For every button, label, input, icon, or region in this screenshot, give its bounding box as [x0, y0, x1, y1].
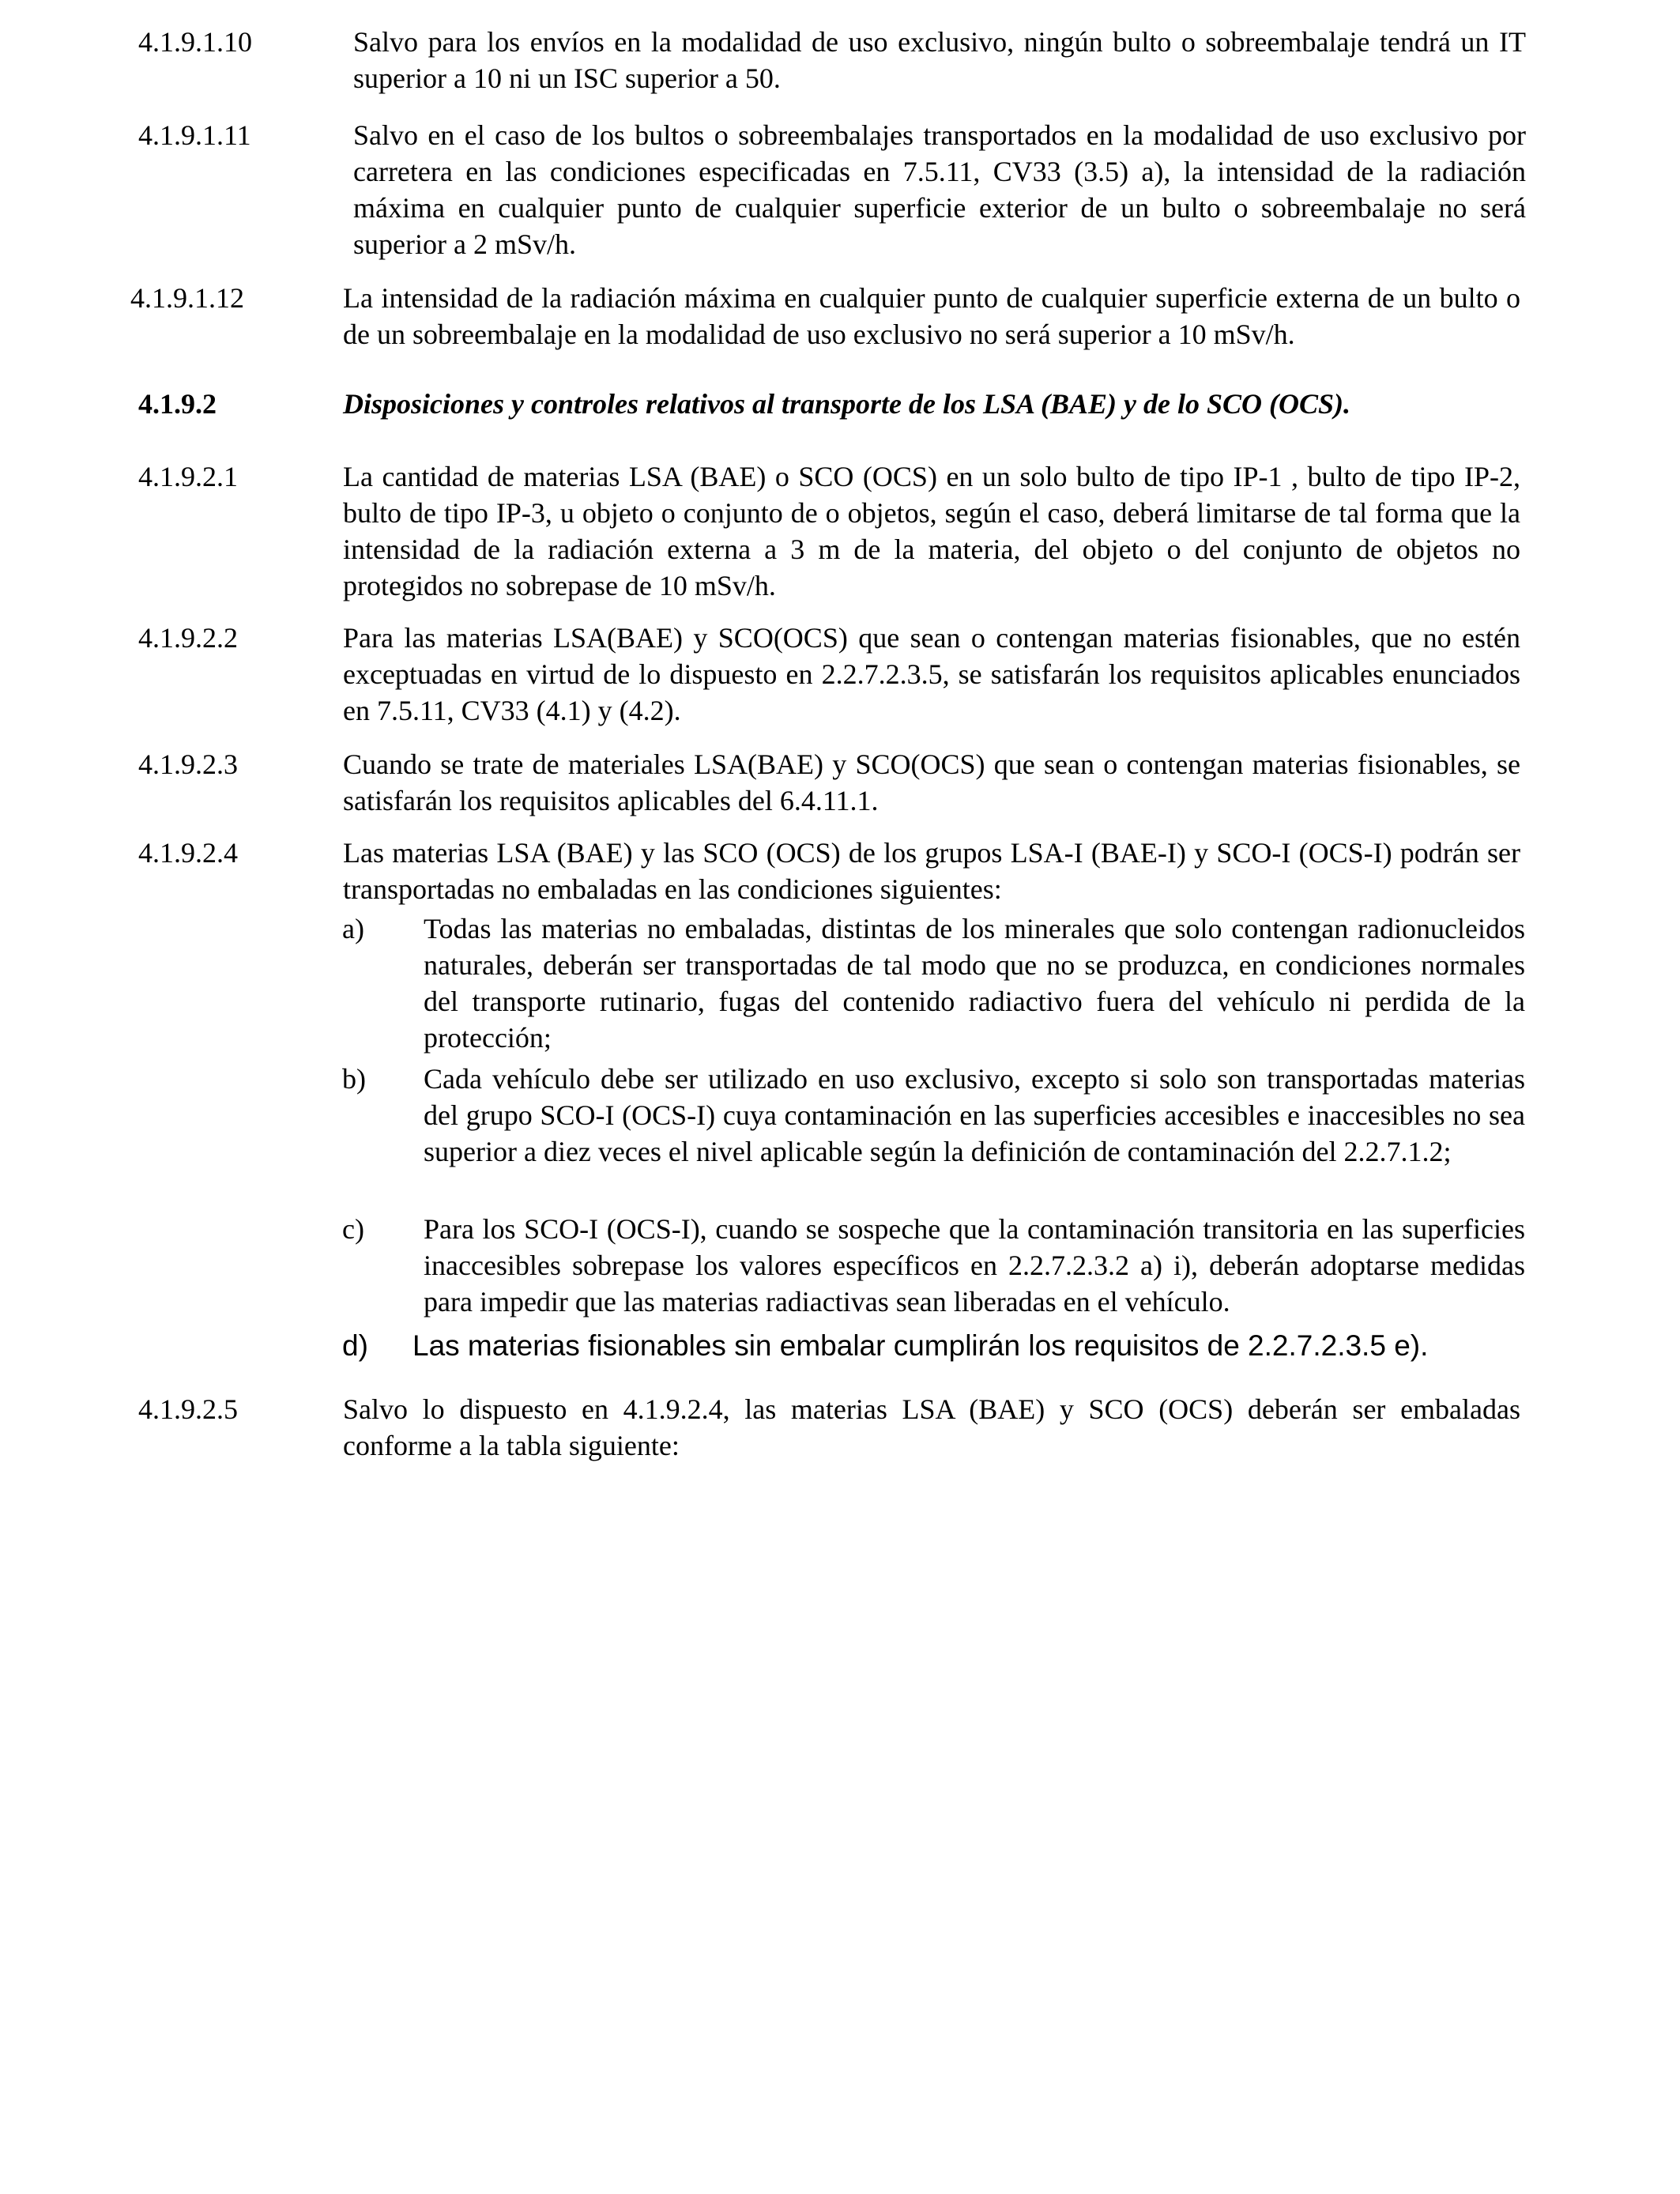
paragraph-text: Las materias LSA (BAE) y las SCO (OCS) de los grupos LSA-I (BAE-I) y SCO-I (OCS-I) podrán ser transportadas no embaladas en las condiciones siguientes: — [343, 837, 1520, 905]
paragraph-number: 4.1.9.2.5 — [138, 1393, 238, 1425]
paragraph-number: 4.1.9.2.2 — [138, 622, 238, 654]
paragraph-number: 4.1.9.1.11 — [138, 119, 251, 151]
list-item-label: a) — [342, 913, 364, 944]
paragraph-text: Salvo para los envíos en la modalidad de uso exclusivo, ningún bulto o sobreembalaje tendrá un IT superior a 10 ni un ISC superior a 50. — [353, 26, 1526, 94]
paragraph-text: Cuando se trate de materiales LSA(BAE) y SCO(OCS) que sean o contengan materias fisionables, se satisfarán los requisitos aplicables del 6.4.11.1. — [343, 748, 1520, 816]
list-item-label: b) — [342, 1063, 366, 1095]
section-number: 4.1.9.2 — [138, 388, 217, 420]
list-item-text: Las materias fisionables sin embalar cumplirán los requisitos de 2.2.7.2.3.5 e). — [412, 1329, 1429, 1362]
list-item-label: d) — [342, 1329, 368, 1362]
section-title: Disposiciones y controles relativos al transporte de los LSA (BAE) y de lo SCO (OCS). — [343, 388, 1351, 420]
paragraph-number: 4.1.9.1.12 — [130, 282, 244, 314]
paragraph-text: Para las materias LSA(BAE) y SCO(OCS) que sean o contengan materias fisionables, que no estén exceptuadas en virtud de lo dispuesto en 2.2.7.2.3.5, se satisfarán los requisitos aplicables enunciados en 7.5.11, CV33 (4.1) y (4.2). — [343, 622, 1520, 726]
paragraph-text: Salvo lo dispuesto en 4.1.9.2.4, las materias LSA (BAE) y SCO (OCS) deberán ser embaladas conforme a la tabla siguiente: — [343, 1393, 1520, 1461]
paragraph-number: 4.1.9.1.10 — [138, 26, 252, 58]
paragraph-number: 4.1.9.2.3 — [138, 748, 238, 780]
paragraph-text: La intensidad de la radiación máxima en cualquier punto de cualquier superficie externa de un bulto o de un sobreembalaje en la modalidad de uso exclusivo no será superior a 10 mSv/h. — [343, 282, 1520, 350]
paragraph-text: Salvo en el caso de los bultos o sobreembalajes transportados en la modalidad de uso exclusivo por carretera en las condiciones especificadas en 7.5.11, CV33 (3.5) a), la intensidad de la radiación máxima en cualquier punto de cualquier superficie exterior de un bulto o sobreembalaje no será superior a 2 mSv/h. — [353, 119, 1526, 260]
paragraph-number: 4.1.9.2.4 — [138, 837, 238, 869]
paragraph-text: La cantidad de materias LSA (BAE) o SCO (OCS) en un solo bulto de tipo IP-1 , bulto de tipo IP-2, bulto de tipo IP-3, u objeto o conjunto de o objetos, según el caso, deberá limitarse de tal forma que la intensidad de la radiación externa a 3 m de la materia, del objeto o del conjunto de objetos no protegidos no sobrepase de 10 mSv/h. — [343, 461, 1520, 601]
list-item-text: Para los SCO-I (OCS-I), cuando se sospeche que la contaminación transitoria en las superficies inaccesibles sobrepase los valores específicos en 2.2.7.2.3.2 a) i), deberán adoptarse medidas para impedir que las materias radiactivas sean liberadas en el vehículo. — [424, 1213, 1525, 1318]
list-item-text: Todas las materias no embaladas, distintas de los minerales que solo contengan radionucleidos naturales, deberán ser transportadas de tal modo que no se produzca, en condiciones normales del transporte rutinario, fugas del contenido radiactivo fuera del vehículo ni perdida de la protección; — [424, 913, 1525, 1054]
list-item-text: Cada vehículo debe ser utilizado en uso exclusivo, excepto si solo son transportadas materias del grupo SCO-I (OCS-I) cuya contaminación en las superficies accesibles e inaccesibles no sea superior a diez veces el nivel aplicable según la definición de contaminación del 2.2.7.1.2; — [424, 1063, 1525, 1167]
paragraph-number: 4.1.9.2.1 — [138, 461, 238, 492]
list-item-label: c) — [342, 1213, 364, 1245]
